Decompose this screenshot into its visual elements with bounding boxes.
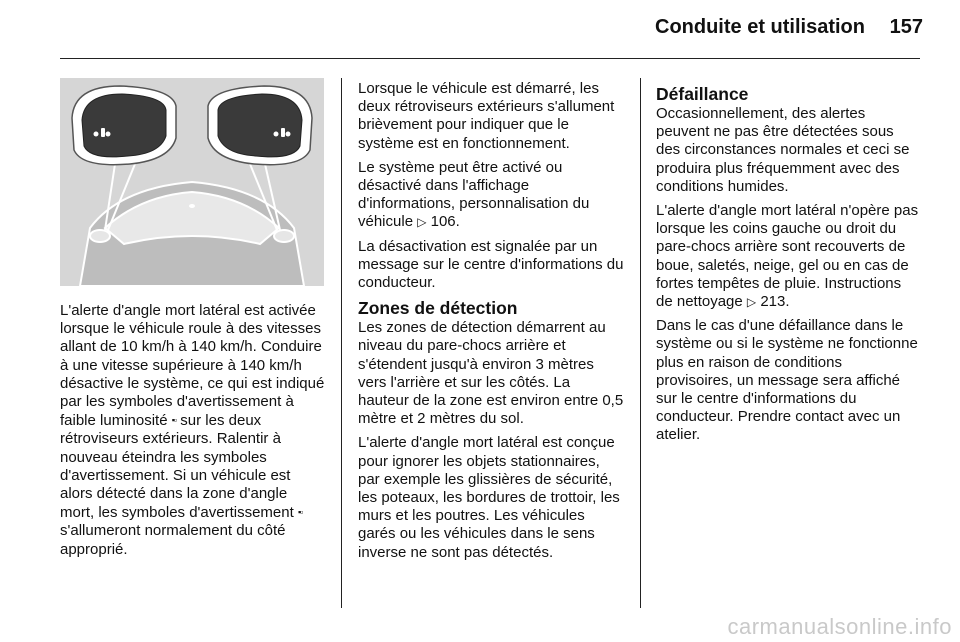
- paragraph: [656, 202, 920, 311]
- section-heading: Zones de détection: [358, 298, 518, 319]
- paragraph: Dans le cas d'une défaillance dans le système ou si le système ne fonctionne plus en raison de conditions provisoires, un message sera affiché sur le centre d'informations du conducteur. Prendre contact avec un atelier.: [656, 317, 918, 444]
- paragraph: [358, 159, 624, 232]
- blind-spot-mirror-illustration: [60, 78, 324, 286]
- page-header: [655, 16, 923, 46]
- text-run: Le système peut être activé ou désactivé dans l'affichage d'informations, personnalisation du véhicule: [358, 158, 590, 231]
- watermark: carmanualsonline.info: [727, 614, 952, 639]
- column-3: [656, 80, 920, 451]
- section-title: Conduite et utilisation: [655, 16, 865, 38]
- column-2: [358, 80, 624, 568]
- paragraph: Les zones de détection démarrent au niveau du pare-chocs arrière et s'étendent jusqu'à environ 3 mètres vers l'arrière et sur les côtés. La hauteur de la zone est environ entre 0,5 mètre et 2 mètres du sol.: [358, 319, 624, 428]
- column-1: [60, 302, 325, 565]
- paragraph: Occasionnellement, des alertes peuvent ne pas être détectées sous des circonstances normales et ceci se produira plus fréquemment avec des conditions humides.: [656, 105, 910, 195]
- column-divider: [640, 78, 641, 608]
- paragraph: [60, 302, 325, 559]
- blind-spot-warning-icon: ▪▫: [297, 507, 303, 518]
- text-run: sur les deux rétroviseurs extérieurs. Ralentir à nouveau éteindra les symboles d'avertissement. Si un véhicule est alors détecté dans la zone d'angle mort, les symboles d'avertissement: [60, 412, 294, 522]
- triangle-right-icon: ▷: [417, 215, 427, 230]
- page-number: 157: [889, 16, 923, 38]
- paragraph: L'alerte d'angle mort latéral est conçue pour ignorer les objets stationnaires, par exemple les glissières de sécurité, les poteaux, les bordures de trottoir, les murs et les poutres. Les véhicules garés ou les véhicules dans le sens inverse ne sont pas détectés.: [358, 434, 620, 561]
- text-run: s'allumeront normalement du côté approprié.: [60, 522, 286, 558]
- paragraph: La désactivation est signalée par un message sur le centre d'informations du conducteur.: [358, 237, 624, 292]
- blind-spot-warning-icon: ▪▫: [171, 415, 177, 426]
- paragraph: Lorsque le véhicule est démarré, les deux rétroviseurs extérieurs s'allument brièvement pour indiquer que le système est en fonctionnement.: [358, 80, 615, 152]
- mirror-car-drawing: [60, 78, 324, 286]
- text-run: L'alerte d'angle mort latéral est activée lorsque le véhicule roule à des vitesses allant de 10 km/h à 140 km/h. Conduire à une vitesse supérieure à 140 km/h désactive le système, ce qui est indiqué par les symboles d'avertissement à faible luminosité: [60, 302, 325, 430]
- header-rule: [60, 58, 920, 59]
- section-heading: Défaillance: [656, 84, 749, 104]
- page-reference[interactable]: 106.: [430, 213, 460, 231]
- page-reference[interactable]: 213.: [760, 293, 790, 311]
- text-run: L'alerte d'angle mort latéral n'opère pas lorsque les coins gauche ou droit du pare-chocs arrière sont recouverts de boue, saletés, neige, gel ou en cas de fortes tempêtes de pluie. Instructions de nettoyage: [656, 202, 919, 311]
- column-divider: [341, 78, 342, 608]
- triangle-right-icon: ▷: [746, 295, 757, 310]
